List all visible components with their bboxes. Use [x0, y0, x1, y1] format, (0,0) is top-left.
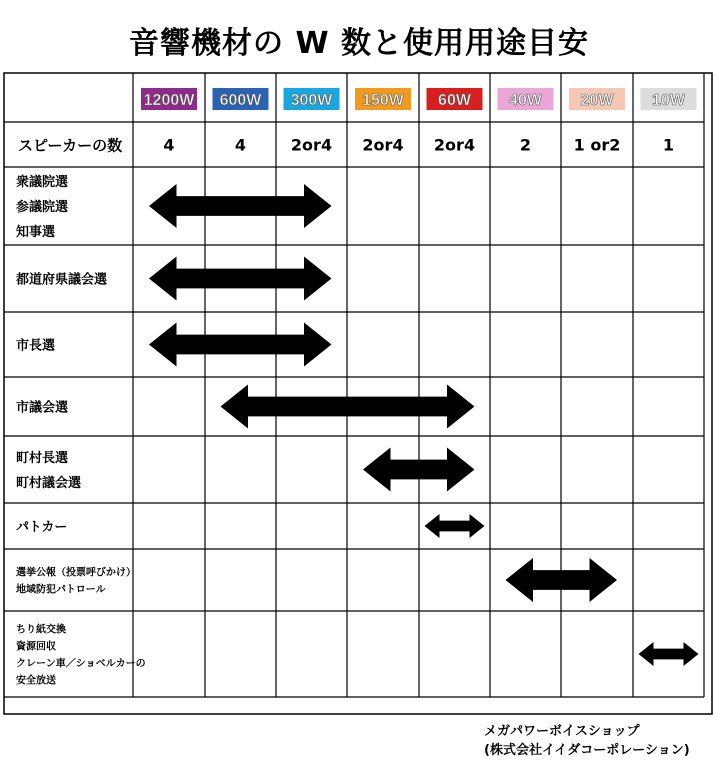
usage-label: 市議会選 — [16, 400, 69, 416]
speaker-count-value: 1 — [662, 135, 675, 155]
wattage-badge — [354, 87, 412, 111]
wattage-label: 600W — [219, 92, 262, 109]
wattage-badge — [497, 87, 555, 111]
usage-label: 資源回収 — [16, 641, 56, 653]
speaker-count-value: 2 — [519, 135, 532, 155]
usage-label: 安全放送 — [16, 675, 56, 687]
usage-label: 町村長選 — [16, 450, 69, 466]
wattage-label: 150W — [362, 92, 404, 109]
usage-label: 市長選 — [16, 338, 56, 354]
footer-company-name: (株式会社イイダコーポレーション) — [484, 743, 690, 758]
usage-label: 衆議院選 — [16, 174, 69, 190]
speaker-count-value: 4 — [163, 135, 175, 155]
usage-range-arrow — [149, 184, 332, 228]
wattage-badge — [283, 87, 341, 111]
footer-shop-name: メガパワーボイスショップ — [484, 724, 640, 739]
wattage-label: 1200W — [143, 92, 195, 109]
usage-label: 地域防犯パトロール — [16, 584, 106, 596]
footer — [484, 722, 690, 760]
wattage-badge — [140, 87, 198, 111]
wattage-label: 20W — [580, 92, 614, 109]
usage-label: 知事選 — [16, 224, 56, 240]
wattage-label: 10W — [652, 92, 685, 109]
wattage-badge — [212, 87, 270, 111]
usage-range-arrow — [149, 257, 332, 301]
usage-range-arrow — [425, 514, 485, 538]
wattage-badge — [568, 87, 626, 111]
usage-range-arrow — [149, 323, 332, 367]
page-title: 音響機材の W 数と使用用途目安 — [129, 26, 589, 61]
speaker-count-value: 2or4 — [362, 135, 404, 155]
speaker-count-value: 4 — [234, 135, 247, 155]
wattage-label: 60W — [438, 92, 471, 109]
speaker-count-value: 2or4 — [290, 135, 333, 155]
speaker-count-value: 1 or2 — [573, 135, 621, 155]
usage-range-arrow — [639, 642, 699, 666]
wattage-badge — [640, 87, 698, 111]
usage-label: 都道府県議会選 — [16, 272, 108, 288]
table-frame — [4, 73, 712, 714]
wattage-label: 40W — [509, 92, 542, 109]
usage-label: 選挙公報（投票呼びかけ） — [16, 567, 136, 579]
wattage-badge — [426, 87, 484, 111]
speaker-count-label: スピーカーの数 — [18, 136, 123, 155]
usage-label: パトカー — [16, 519, 68, 535]
usage-label: 町村議会選 — [16, 475, 82, 491]
usage-label: クレーン車／ショベルカーの — [16, 658, 146, 670]
usage-label: ちり紙交換 — [16, 624, 66, 636]
wattage-label: 300W — [290, 92, 333, 109]
usage-label: 参議院選 — [16, 199, 69, 215]
speaker-count-value: 2or4 — [433, 135, 476, 155]
